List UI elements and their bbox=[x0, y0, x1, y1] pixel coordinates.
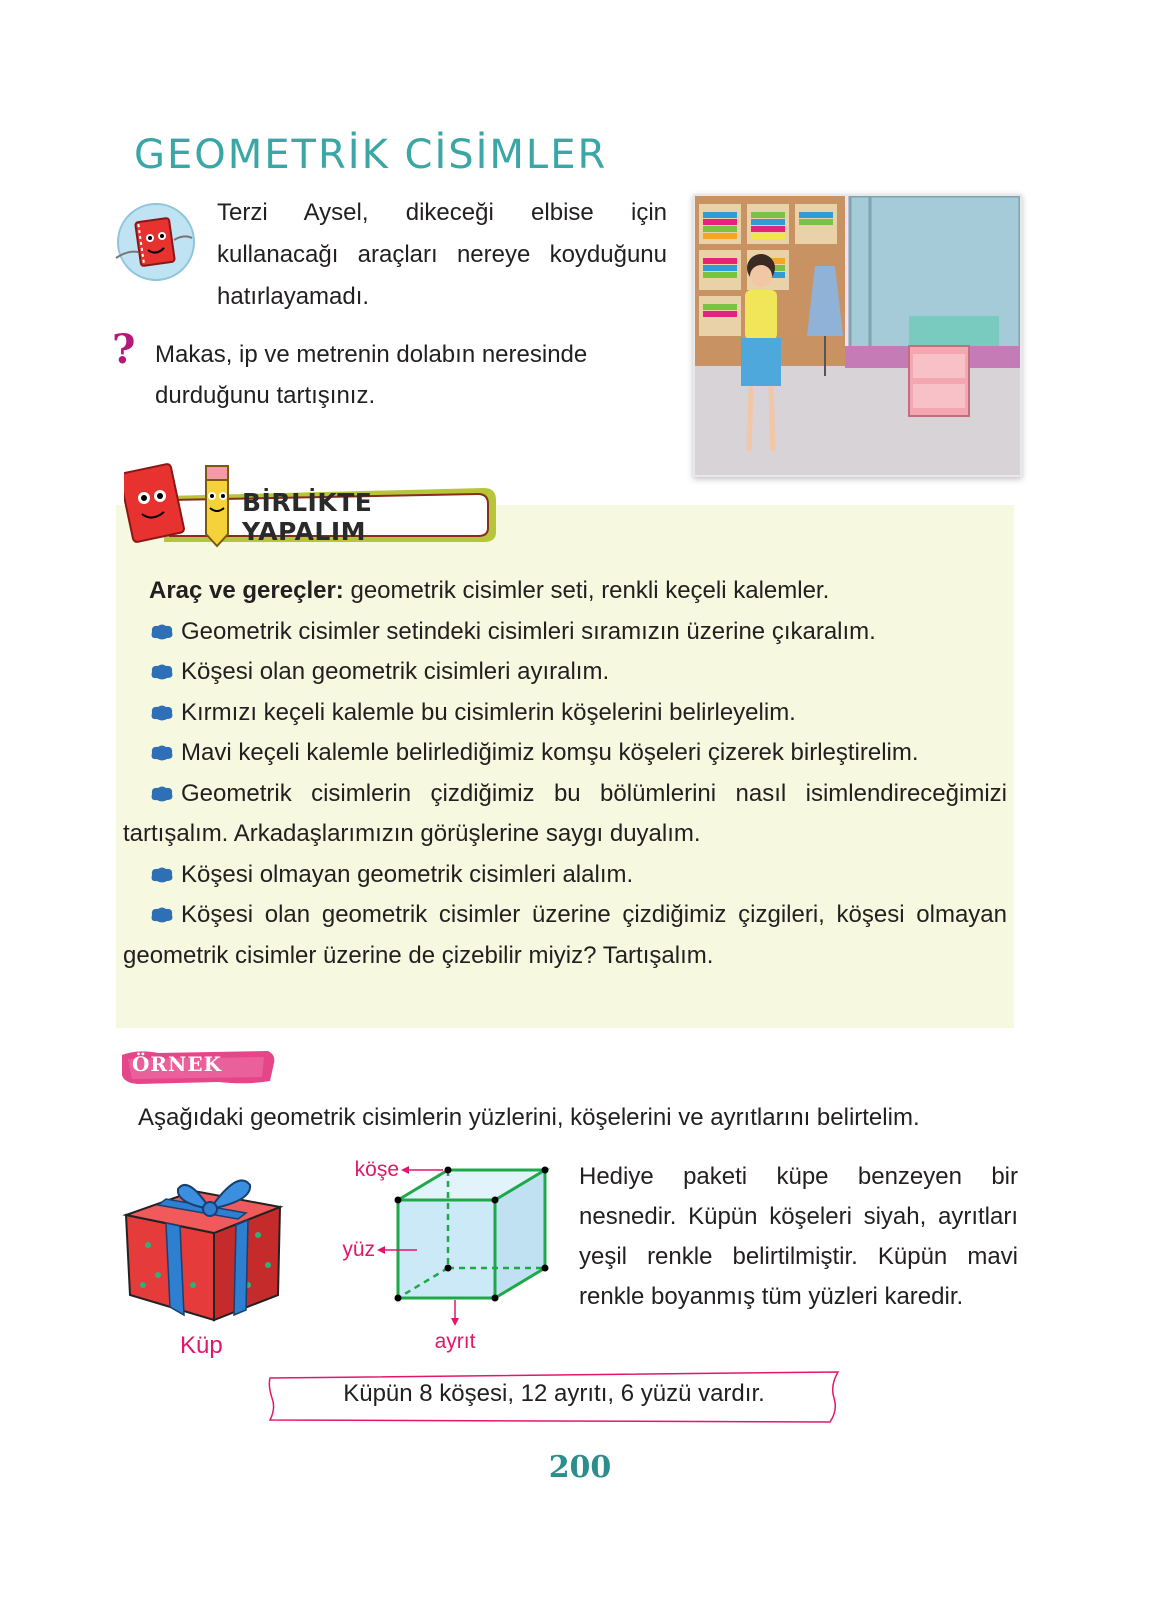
activity-step bbox=[123, 774, 1007, 855]
example-intro: Aşağıdaki geometrik cisimlerin yüzlerini, köşelerini ve ayrıtlarını belirtelim. bbox=[138, 1104, 920, 1131]
materials-text: geometrik cisimler seti, renkli keçeli kalemler. bbox=[343, 577, 830, 604]
example-label: ÖRNEK bbox=[132, 1052, 222, 1076]
activity-step bbox=[123, 652, 1007, 693]
activity-step-text: Kırmızı keçeli kalemle bu cisimlerin köşelerini belirleyelim. bbox=[181, 698, 796, 726]
activity-step bbox=[123, 855, 1007, 896]
materials-label: Araç ve gereçler: bbox=[149, 577, 344, 604]
question-mark-icon: ? bbox=[112, 326, 136, 373]
activity-content bbox=[123, 571, 1007, 976]
tailor-shop-scene bbox=[695, 196, 1020, 475]
gift-box-illustration bbox=[118, 1155, 288, 1325]
page-title: GEOMETRİK CİSİMLER bbox=[134, 132, 608, 178]
vertex-label: köşe bbox=[354, 1158, 399, 1181]
activity-step bbox=[123, 895, 1007, 976]
activity-step bbox=[123, 693, 1007, 734]
blue-splash-bullet-icon bbox=[149, 744, 175, 762]
discussion-question: Makas, ip ve metrenin dolabın neresinde durduğunu tartışınız. bbox=[155, 341, 588, 409]
blue-splash-bullet-icon bbox=[149, 906, 175, 924]
activity-step-text: Geometrik cisimler setindeki cisimleri sıramızın üzerine çıkaralım. bbox=[181, 617, 876, 645]
blue-splash-bullet-icon bbox=[149, 663, 175, 681]
activity-step-text: Köşesi olmayan geometrik cisimleri alalım. bbox=[181, 860, 634, 888]
activity-step-text: Köşesi olan geometrik cisimler üzerine çizdiğimiz çizgileri, köşesi olmayan geometrik cisimler üzerine de çizebilir miyiz? Tartışalım. bbox=[123, 901, 1007, 969]
page-number: 200 bbox=[548, 1450, 612, 1485]
activity-step bbox=[123, 733, 1007, 774]
activity-step-text: Geometrik cisimlerin çizdiğimiz bu bölümlerini nasıl isimlendireceğimizi tartışalım. Arkadaşlarımızın görüşlerine saygı duyalım. bbox=[123, 779, 1007, 847]
edge-label: ayrıt bbox=[434, 1330, 476, 1353]
intro-paragraph: Terzi Aysel, dikeceği elbise için kullanacağı araçları nereye koyduğunu hatırlayamadı. bbox=[217, 199, 667, 310]
blue-splash-bullet-icon bbox=[149, 785, 175, 803]
blue-splash-bullet-icon bbox=[149, 623, 175, 641]
activity-step bbox=[123, 612, 1007, 653]
cube-description: Hediye paketi küpe benzeyen bir nesnedir. Küpün köşeleri siyah, ayrıtları yeşil renkle belirtilmiştir. Küpün mavi renkle boyanmış tüm yüzleri karedir. bbox=[579, 1163, 1018, 1310]
summary-statement: Küpün 8 köşesi, 12 ayrıtı, 6 yüzü vardır. bbox=[343, 1380, 765, 1407]
cube-diagram bbox=[335, 1150, 565, 1360]
face-label: yüz bbox=[342, 1238, 375, 1261]
blue-splash-bullet-icon bbox=[149, 704, 175, 722]
activity-step-text: Mavi keçeli kalemle belirlediğimiz komşu köşeleri çizerek birleştirelim. bbox=[181, 739, 919, 766]
activity-step-text: Köşesi olan geometrik cisimleri ayıralım. bbox=[181, 658, 610, 685]
notebook-mascot-icon bbox=[108, 198, 198, 288]
blue-splash-bullet-icon bbox=[149, 866, 175, 884]
cube-front-face bbox=[398, 1200, 495, 1298]
book-mascot-icon bbox=[124, 463, 185, 542]
tailor-shop-illustration bbox=[693, 194, 1022, 477]
activity-banner-label: BİRLİKTE YAPALIM bbox=[242, 488, 373, 546]
gift-caption: Küp bbox=[180, 1332, 223, 1359]
